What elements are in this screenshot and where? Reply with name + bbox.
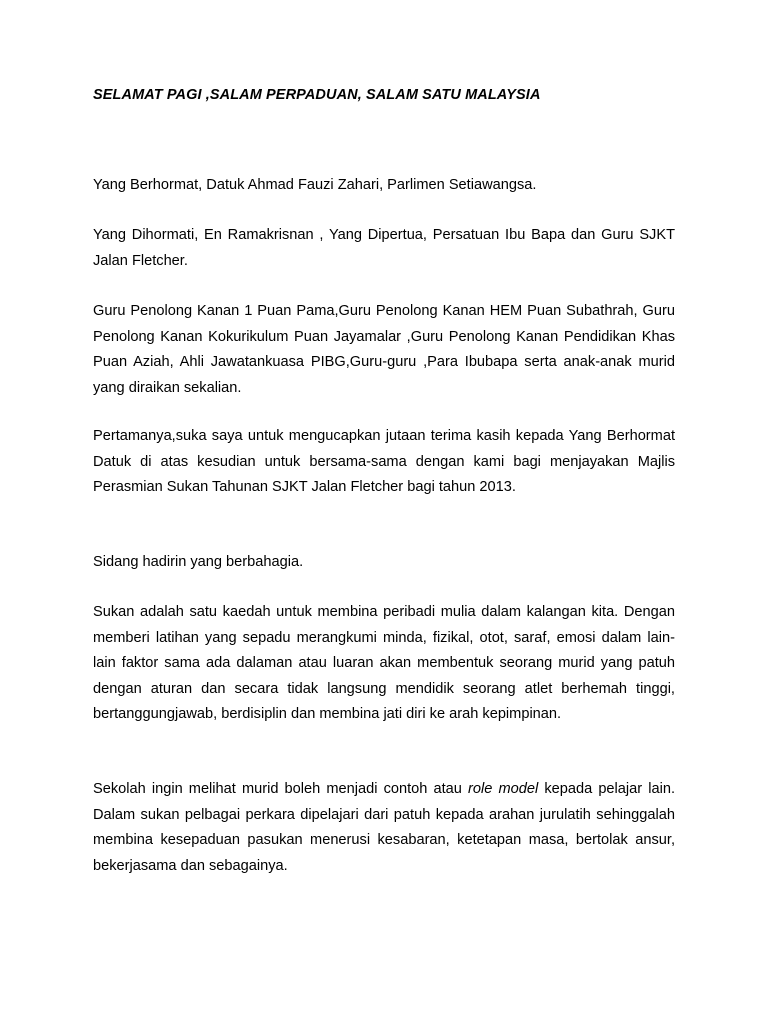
document-heading: SELAMAT PAGI ,SALAM PERPADUAN, SALAM SATU MALAYSIA: [93, 87, 541, 103]
role-model-emphasis: role model: [468, 781, 539, 797]
paragraph-greeting-yang-dipertua: Yang Dihormati, En Ramakrisnan , Yang Dipertua, Persatuan Ibu Bapa dan Guru SJKT Jalan Fletcher.: [93, 227, 675, 269]
paragraph-thanks: Pertamanya,suka saya untuk mengucapkan jutaan terima kasih kepada Yang Berhormat Datuk di atas kesudian untuk bersama-sama dengan kami bagi menjayakan Majlis Perasmian Sukan Tahunan SJKT Jalan Fletcher bagi tahun 2013.: [93, 428, 675, 495]
paragraph-audience: Sidang hadirin yang berbahagia.: [93, 554, 304, 570]
paragraph-greeting-yb: Yang Berhormat, Datuk Ahmad Fauzi Zahari, Parlimen Setiawangsa.: [93, 177, 537, 193]
paragraph-sports-purpose: Sukan adalah satu kaedah untuk membina peribadi mulia dalam kalangan kita. Dengan memberi latihan yang sepadu merangkumi minda, fizikal, otot, saraf, emosi dalam lain-lain faktor sama ada dalaman atau luaran akan membentuk seorang murid yang patuh dengan aturan dan secara tidak langsung mendidik seorang atlet berhemah tinggi, bertanggungjawab, berdisiplin dan membina jati diri ke arah kepimpinan.: [93, 604, 675, 722]
paragraph-greeting-teachers: Guru Penolong Kanan 1 Puan Pama,Guru Penolong Kanan HEM Puan Subathrah, Guru Penolong Kanan Kokurikulum Puan Jayamalar ,Guru Penolong Kanan Pendidikan Khas Puan Aziah, Ahli Jawatankuasa PIBG,Guru-guru ,Para Ibubapa serta anak-anak murid yang diraikan sekalian.: [93, 303, 675, 396]
paragraph-role-model-before: Sekolah ingin melihat murid boleh menjadi contoh atau: [93, 781, 469, 797]
paragraph-role-model-after: kepada pelajar lain. Dalam sukan pelbagai perkara dipelajari dari patuh kepada arahan jurulatih sehinggalah membina kesepaduan pasukan menerusi kesabaran, ketetapan masa, bertolak ansur, bekerjasama dan sebagainya.: [93, 781, 676, 874]
paragraph-role-model: [93, 777, 675, 879]
